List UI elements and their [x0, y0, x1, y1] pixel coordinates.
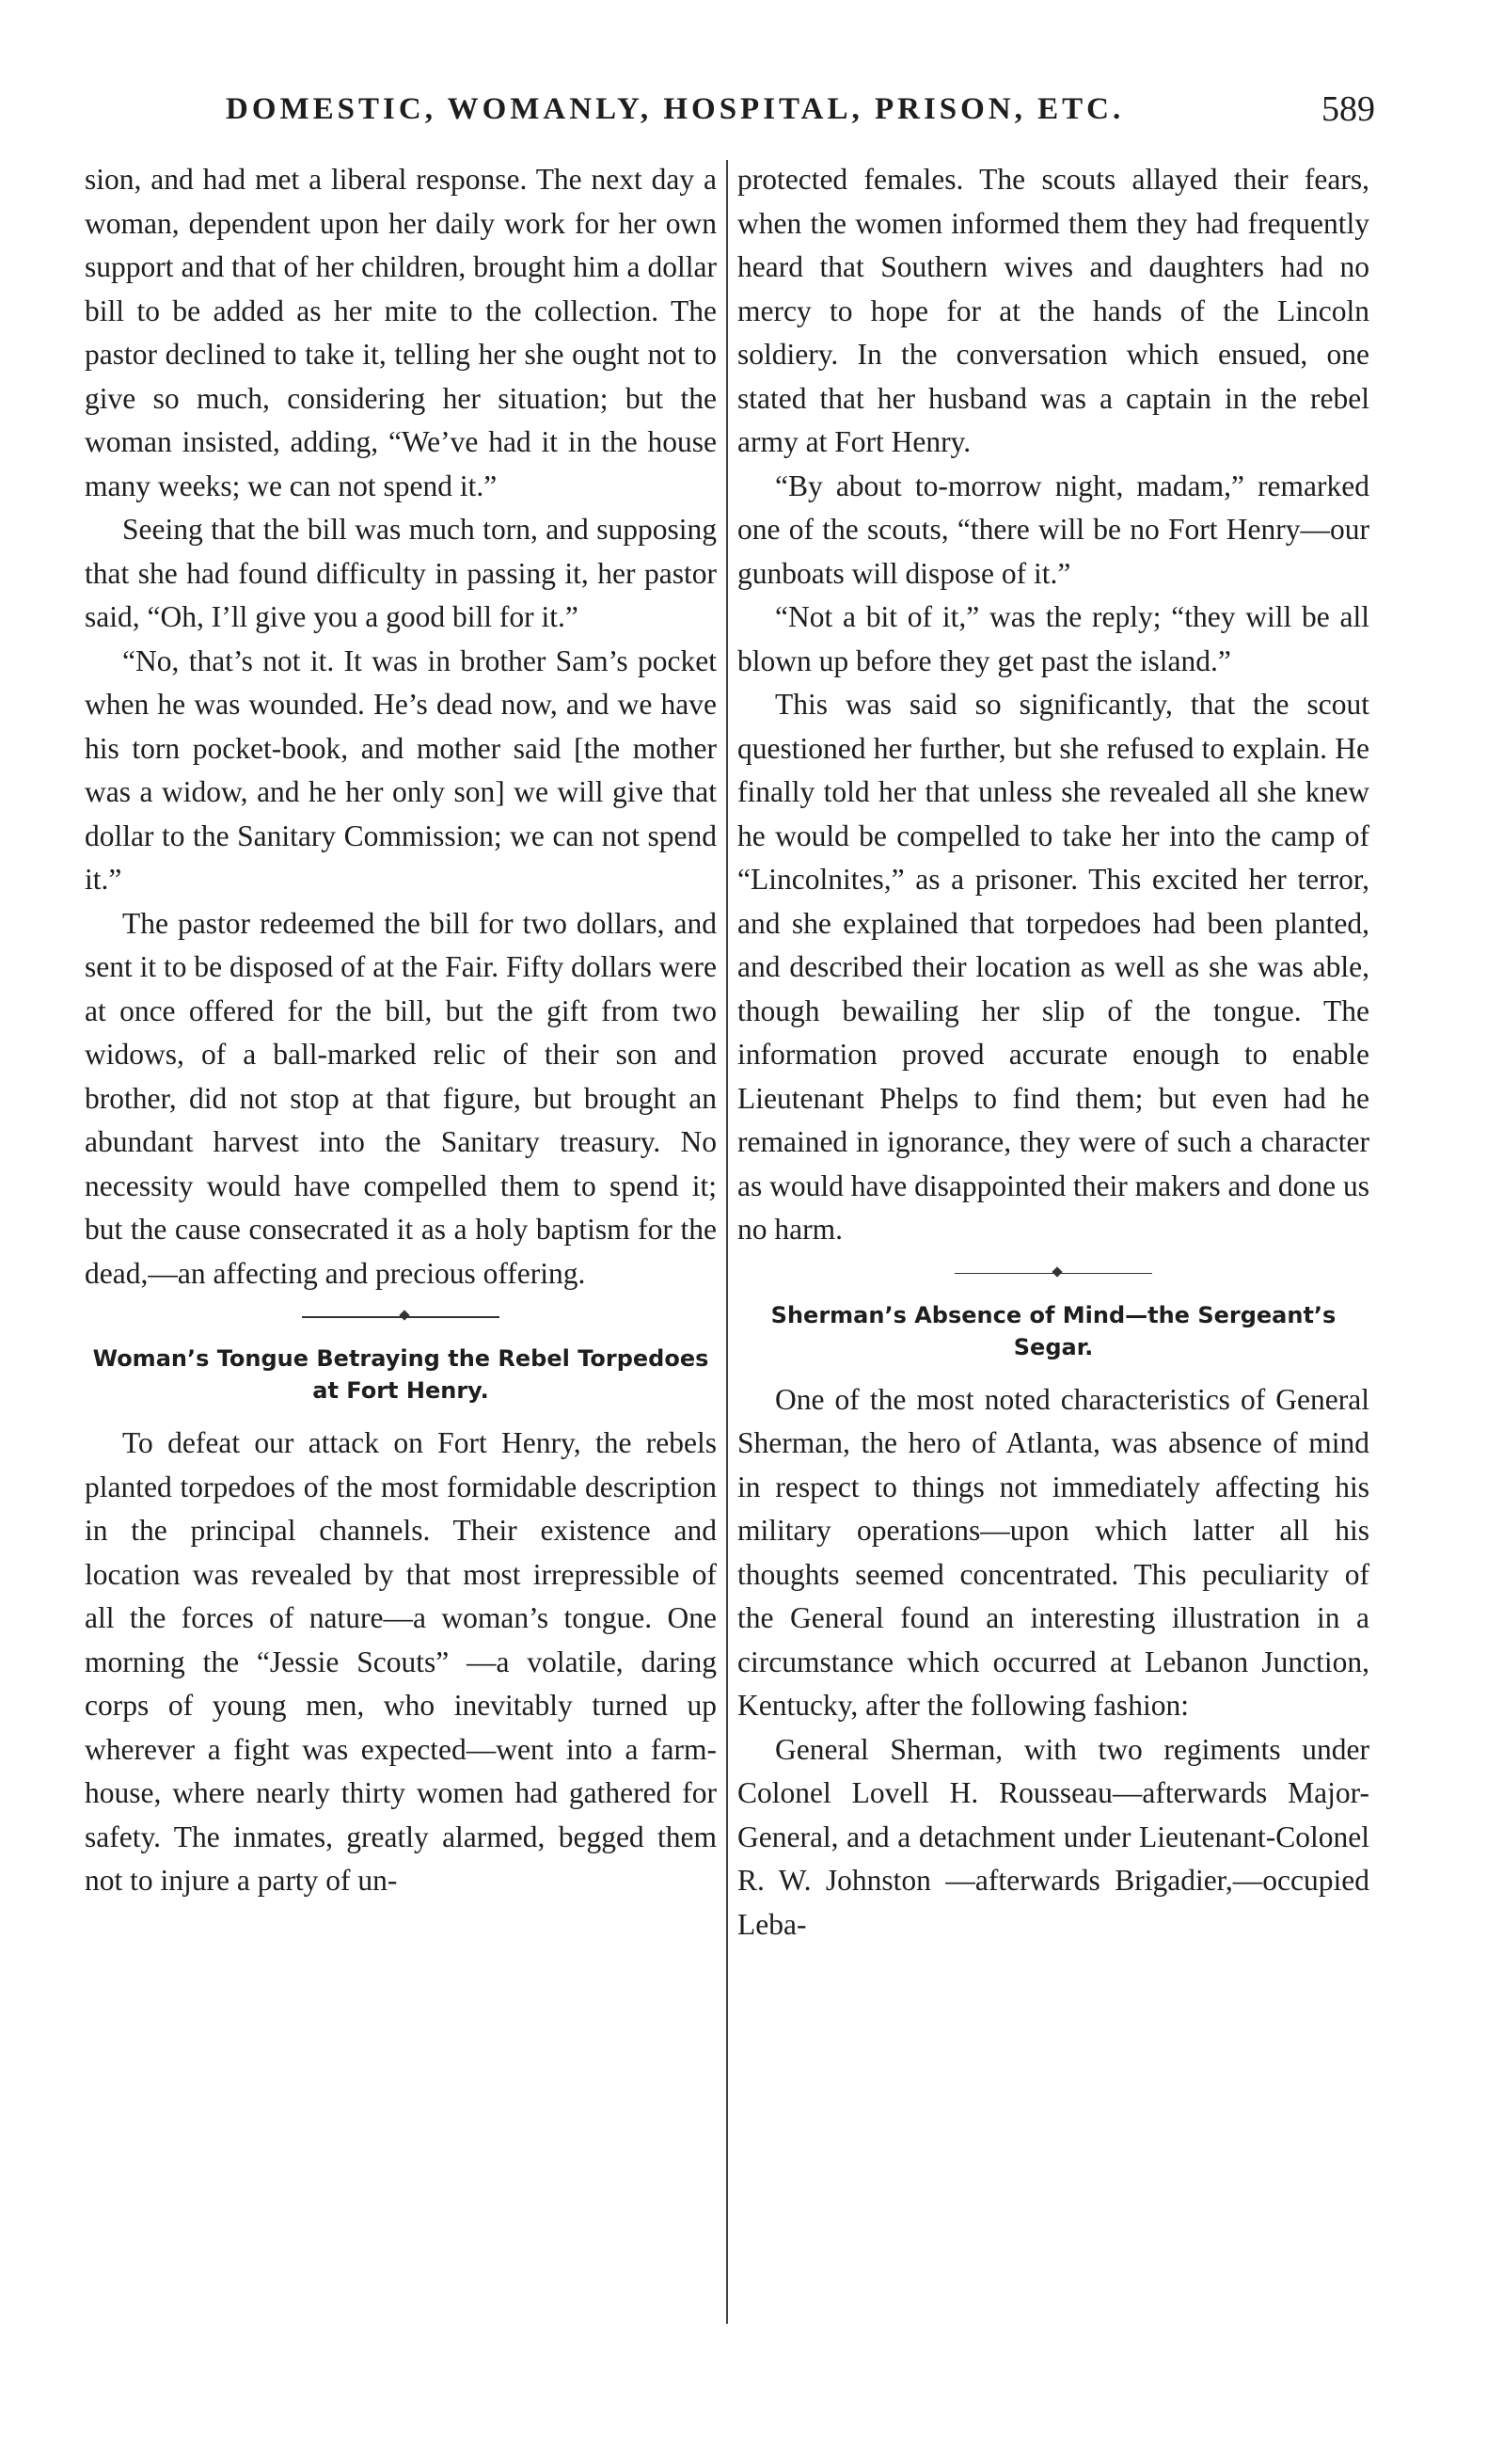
paragraph: Seeing that the bill was much torn, and supposing that she had found difficulty in passing it, her pastor said, “Oh, I’ll give you a good bill for it.” [85, 513, 717, 633]
header-title: DOMESTIC, WOMANLY, HOSPITAL, PRISON, ETC. [226, 92, 1125, 126]
section-divider [85, 1296, 717, 1337]
paragraph: To defeat our attack on Fort Henry, the rebels planted torpedoes of the most formidable description in the principal channels. Their existence and location was revealed by that most irrepressible of all the forces of nature—a woman’s tongue. One morning the “Jessie Scouts” —a volatile, daring corps of young men, who inevitably turned up wherever a fight was expected—went into a farm-house, where nearly thirty women had gathered for safety. The inmates, greatly alarmed, begged them not to injure a party of un- [85, 1426, 717, 1897]
paragraph: “By about to-morrow night, madam,” remarked one of the scouts, “there will be no Fort Henry—our gunboats will dispose of it.” [737, 469, 1369, 590]
paragraph: General Sherman, with two regiments under Colonel Lovell H. Rousseau—afterwards Major-General, and a detachment under Lieutenant-Colonel R. W. Johnston —afterwards Brigadier,—occupied Leba- [737, 1732, 1369, 1941]
section-heading: Sherman’s Absence of Mind—the Sergeant’s Segar. [770, 1301, 1337, 1360]
paragraph: This was said so significantly, that the scout questioned her further, but she refused to explain. He finally told her that unless she revealed all she knew he would be compelled to take her into the camp of “Lincolnites,” as a prisoner. This excited her terror, and she explained that torpedoes had been planted, and described their location as well as she was able, though bewailing her slip of the tongue. The information proved accurate enough to enable Lieutenant Phelps to find them; but even had he remained in ignorance, they were of such a character as would have disappointed their makers and done us no harm. [737, 688, 1369, 1246]
left-column [85, 158, 717, 1903]
paragraph: “Not a bit of it,” was the reply; “they will be all blown up before they get past the island.” [737, 600, 1369, 677]
column-rule [726, 160, 728, 2324]
section-heading: Woman’s Tongue Betraying the Rebel Torpedoes at Fort Henry. [92, 1345, 709, 1404]
right-column [737, 158, 1369, 1947]
paragraph: sion, and had met a liberal response. The next day a woman, dependent upon her daily work for her own support and that of her children, brought him a dollar bill to be added as her mite to the collection. The pastor declined to take it, telling her she ought not to give so much, considering her situation; but the woman insisted, adding, “We’ve had it in the house many weeks; we can not spend it.” [85, 163, 717, 502]
paragraph: One of the most noted characteristics of General Sherman, the hero of Atlanta, was absence of mind in respect to things not immediately affecting his military operations—upon which latter all his thoughts seemed concentrated. This peculiarity of the General found an interesting illustration in a circumstance which occurred at Lebanon Junction, Kentucky, after the following fashion: [737, 1382, 1369, 1722]
paragraph: protected females. The scouts allayed their fears, when the women informed them they had frequently heard that Southern wives and daughters had no mercy to hope for at the hands of the Lincoln soldiery. In the conversation which ensued, one stated that her husband was a captain in the rebel army at Fort Henry. [737, 163, 1369, 458]
section-divider [737, 1252, 1369, 1294]
paragraph: “No, that’s not it. It was in brother Sam’s pocket when he was wounded. He’s dead now, and we have his torn pocket-book, and mother said [the mother was a widow, and he her only son] we will give that dollar to the Sanitary Commission; we can not spend it.” [85, 644, 717, 896]
paragraph: The pastor redeemed the bill for two dollars, and sent it to be disposed of at the Fair. Fifty dollars were at once offered for the bill, but the gift from two widows, of a ball-marked relic of their son and brother, did not stop at that figure, but brought an abundant harvest into the Sanitary treasury. No necessity would have compelled them to spend it; but the cause consecrated it as a holy baptism for the dead,—an affecting and precious offering. [85, 906, 717, 1290]
page-number: 589 [1321, 89, 1375, 129]
running-header [85, 85, 1375, 134]
